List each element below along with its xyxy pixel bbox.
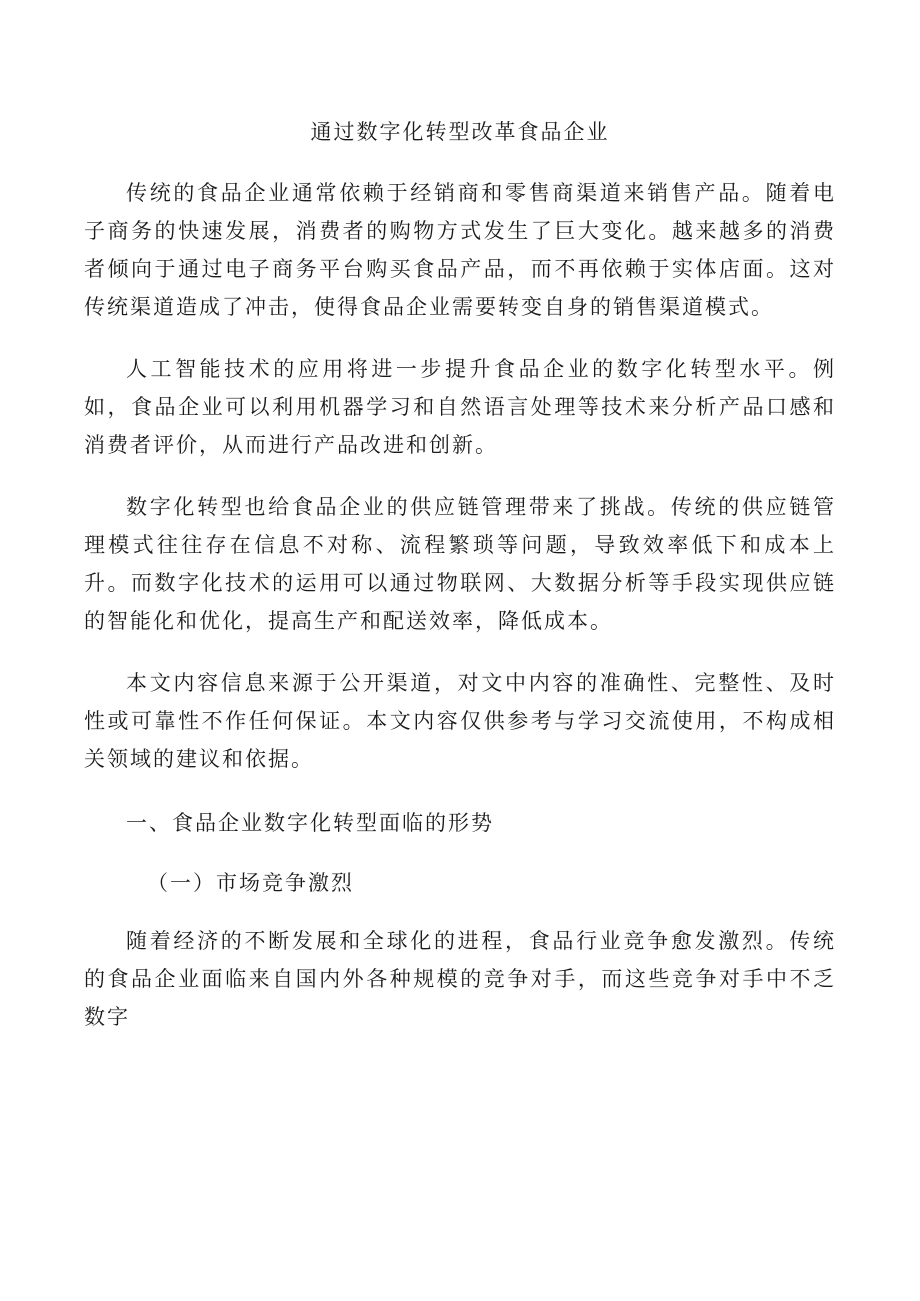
subsection-heading: （一）市场竞争激烈 [147, 871, 354, 895]
paragraph-sales-channels: 传统的食品企业通常依赖于经销商和零售商渠道来销售产品。随着电子商务的快速发展，消费者的购物方式发生了巨大变化。越来越多的消费者倾向于通过电子商务平台购买食品产品，而不再依赖于实体店面。这对传统渠道造成了冲击，使得食品企业需要转变自身的销售渠道模式。 [84, 181, 836, 319]
paragraph-market-competition: 随着经济的不断发展和全球化的进程，食品行业竞争愈发激烈。传统的食品企业面临来自国内外各种规模的竞争对手，而这些竞争对手中不乏数字 [84, 929, 836, 1029]
paragraph-supply-chain: 数字化转型也给食品企业的供应链管理带来了挑战。传统的供应链管理模式往往存在信息不对称、流程繁琐等问题，导致效率低下和成本上升。而数字化技术的运用可以通过物联网、大数据分析等手段实现供应链的智能化和优化，提高生产和配送效率，降低成本。 [84, 495, 836, 633]
section-heading: 一、食品企业数字化转型面临的形势 [126, 811, 494, 835]
document-title: 通过数字化转型改革食品企业 [310, 120, 610, 144]
paragraph-ai-application: 人工智能技术的应用将进一步提升食品企业的数字化转型水平。例如，食品企业可以利用机器学习和自然语言处理等技术来分析产品口感和消费者评价，从而进行产品改进和创新。 [84, 357, 836, 457]
paragraph-disclaimer: 本文内容信息来源于公开渠道，对文中内容的准确性、完整性、及时性或可靠性不作任何保证。本文内容仅供参考与学习交流使用，不构成相关领域的建议和依据。 [84, 671, 836, 771]
